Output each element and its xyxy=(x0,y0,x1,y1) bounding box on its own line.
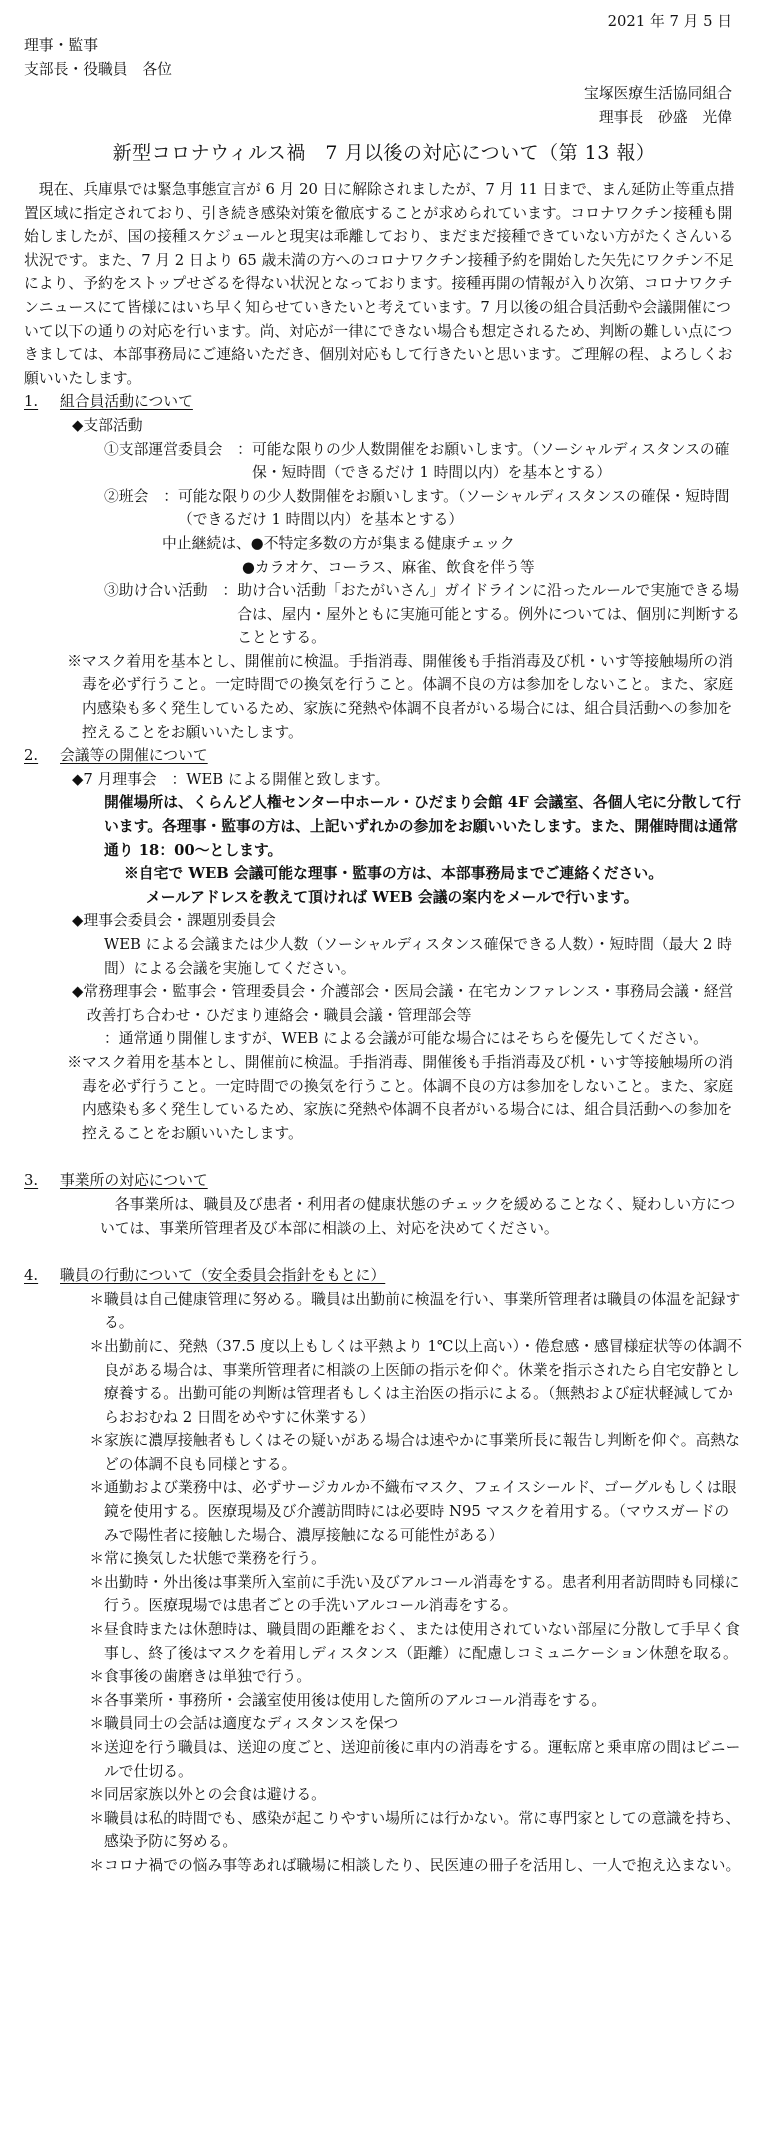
list-item: ＊家族に濃厚接触者もしくはその疑いがある場合は速やかに事業所長に報告し判断を仰ぐ。高熱などの体調不良も同様とする。 xyxy=(89,1432,740,1473)
board-note: ※自宅で WEB 会議可能な理事・監事の方は、本部事務局までご連絡ください。 xyxy=(124,865,664,883)
recipients xyxy=(24,34,172,81)
sender xyxy=(584,82,732,129)
item-text: 可能な限りの少人数開催をお願いします。（ソーシャルディスタンスの確保・短時間（できるだけ 1 時間以内）を基本とする） xyxy=(178,487,730,529)
section-number: 3. xyxy=(24,1172,39,1190)
list-item: ＊職員は私的時間でも、感染が起こりやすい場所には行かない。常に専門家としての意識を持ち、感染予防に努める。 xyxy=(89,1809,741,1851)
section-number: 2. xyxy=(24,747,39,765)
list-item: ＊通勤および業務中は、必ずサージカルか不織布マスク、フェイスシールド、ゴーグルもしくは眼鏡を使用する。医療現場及び介護訪問時には必要時 N95 マスクを着用する。（マウスガードのみで陽性者に接触した場合、濃厚接触になる可能性がある） xyxy=(89,1479,737,1544)
section-3-text: 各事業所は、職員及び患者・利用者の健康状態のチェックを緩めることなく、疑わしい方については、事業所管理者及び本部に相談の上、対応を決めてください。 xyxy=(100,1195,736,1237)
board-note: メールアドレスを教えて頂ければ WEB 会議の案内をメールで行います。 xyxy=(146,888,639,906)
section-2-heading xyxy=(24,744,742,768)
regular-text: ：通常通り開催しますが、WEB による会議が可能な場合にはそちらを優先してください。 xyxy=(104,1030,708,1048)
section-1-note: ※マスク着用を基本とし、開催前に検温。手指消毒、開催後も手指消毒及び机・いす等接触場所の消毒を必ず行うこと。一定時間での換気を行うこと。体調不良の方は参加をしないこと。また、家庭内感染も多く発生しているため、家族に発熱や体調不良者がいる場合には、組合員活動への参加を控えることをお願いいたします。 xyxy=(67,652,734,741)
intro-paragraph: 現在、兵庫県では緊急事態宣言が 6 月 20 日に解除されましたが、7 月 11 日まで、まん延防止等重点措置区域に指定されており、引き続き感染対策を徹底することが求められています。コロナワクチン接種も開始しましたが、国の接種スケジュールと現実は乖離しており、まだまだ接種できていない方がたくさんいる状況です。また、7 月 2 日より 65 歳未満の方へのコロナワクチン接種予約を開始した矢先にワクチン不足により、予約をストップせざるを得ない状況となっております。接種再開の情報が入り次第、コロナワクチンニュースにて皆様にはいち早く知らせていきたいと考えています。7 月以後の組合員活動や会議開催について以下の通りの対応を行います。尚、対応が一律にできない場合も想定されるため、判断の難しい点につきましては、本部事務局にご連絡いただき、個別対応もして行きたいと思います。ご理解の程、よろしくお願いいたします。 xyxy=(24,181,735,387)
sub-heading-branch: ◆ 支部活動 xyxy=(72,414,742,438)
item-label: ①支部運営委員会 ： xyxy=(104,440,252,458)
committee-text: WEB による会議または少人数（ソーシャルディスタンス確保できる人数）・短時間（最大 2 時間）による会議を実施してください。 xyxy=(104,936,732,977)
section-4-heading xyxy=(24,1264,742,1288)
spacer xyxy=(24,1240,742,1264)
regular-heading: ◆ 常務理事会・監事会・管理委員会・介護部会・医局会議・在宅カンファレンス・事務局会議・経営改善打ち合わせ・ひだまり連絡会・職員会議・管理部会等 xyxy=(72,980,742,1027)
section-title: 会議等の開催について xyxy=(60,747,208,765)
item-text: 助け合い活動「おたがいさん」ガイドラインに沿ったルールで実施できる場合は、屋内・屋外ともに実施可能とする。例外については、個別に判断することとする。 xyxy=(237,582,740,647)
sender-org: 宝塚医療生活協同組合 xyxy=(584,85,732,102)
section-2-note: ※マスク着用を基本とし、開催前に検温。手指消毒、開催後も手指消毒及び机・いす等接触場所の消毒を必ず行うこと。一定時間での換気を行うこと。体調不良の方は参加をしないこと。また、家庭内感染も多く発生しているため、家族に発熱や体調不良者がいる場合には、組合員活動への参加を控えることをお願いいたします。 xyxy=(67,1053,734,1142)
section-number: 1. xyxy=(24,393,39,411)
committee-heading: ◆ 理事会委員会・課題別委員会 xyxy=(72,909,742,933)
item-group-meeting xyxy=(104,485,742,532)
stop-item: ●カラオケ、コーラス、麻雀、飲食を伴う等 xyxy=(242,558,535,576)
item-text: 可能な限りの少人数開催をお願いします。（ソーシャルディスタンスの確保・短時間（できるだけ 1 時間以内）を基本とする） xyxy=(251,440,730,482)
document-date: 2021 年 7 月 5 日 xyxy=(607,13,732,30)
board-label: ◆7 月理事会 ： xyxy=(72,770,187,788)
sender-president: 理事長 砂盛 光偉 xyxy=(598,108,732,126)
list-item: ＊各事業所・事務所・会議室使用後は使用した箇所のアルコール消毒をする。 xyxy=(89,1691,607,1709)
document-title: 新型コロナウィルス禍 7 月以後の対応について（第 13 報） xyxy=(112,142,656,164)
list-item: ＊送迎を行う職員は、送迎の度ごと、送迎前後に車内の消毒をする。運転席と乗車席の間はビニールで仕切る。 xyxy=(89,1739,741,1780)
stop-item: ●不特定多数の方が集まる健康チェック xyxy=(250,534,515,552)
list-item: ＊同居家族以外との会食は避ける。 xyxy=(89,1786,326,1804)
recipient-line: 理事・監事 xyxy=(24,37,98,54)
item-mutual-aid xyxy=(104,579,742,650)
section-3-heading xyxy=(24,1169,742,1193)
board-meeting xyxy=(72,768,742,792)
stop-label: 中止継続は、 xyxy=(162,534,251,552)
section-1-heading xyxy=(24,390,742,414)
stop-list xyxy=(162,532,742,556)
board-venue: 開催場所は、くらんど人権センター中ホール・ひだまり会館 4F 会議室、各個人宅に分散して行います。各理事・監事の方は、上記いずれかの参加をお願いいたします。また、開催時間は通常通り 18：00～とします。 xyxy=(104,794,741,859)
list-item: ＊職員同士の会話は適度なディスタンスを保つ xyxy=(89,1715,399,1733)
document-body xyxy=(24,178,742,1878)
section-number: 4. xyxy=(24,1267,39,1285)
list-item: ＊昼食時または休憩時は、職員間の距離をおく、または使用されていない部屋に分散して手早く食事し、終了後はマスクを着用しディスタンス（距離）に配慮しコミュニケーション休憩を取る。 xyxy=(89,1621,740,1662)
item-branch-committee xyxy=(104,438,742,485)
list-item: ＊食事後の歯磨きは単独で行う。 xyxy=(89,1668,312,1686)
list-item: ＊常に換気した状態で業務を行う。 xyxy=(89,1550,326,1568)
section-title: 事業所の対応について xyxy=(60,1172,208,1190)
list-item: ＊出勤前に、発熱（37.5 度以上もしくは平熱より 1℃以上高い）・倦怠感・感冒様症状等の体調不良がある場合は、事業所管理者に相談の上医師の指示を仰ぐ。休業を指示されたら自宅安静とし療養する。出勤可能の判断は管理者もしくは主治医の指示による。（無熱および症状軽減してからおおむね 2 日間をめやすに休業する） xyxy=(89,1337,743,1426)
board-text: WEB による開催と致します。 xyxy=(186,770,390,788)
item-label: ③助け合い活動 ： xyxy=(104,582,238,600)
recipient-line: 支部長・役職員 各位 xyxy=(24,60,172,78)
section-title: 職員の行動について（安全委員会指針をもとに） xyxy=(60,1267,386,1285)
item-label: ②班会 ： xyxy=(104,487,178,505)
spacer xyxy=(24,1145,742,1169)
section-title: 組合員活動について xyxy=(60,393,193,411)
list-item: ＊出勤時・外出後は事業所入室前に手洗い及びアルコール消毒をする。患者利用者訪問時も同様に行う。医療現場では患者ごとの手洗いアルコール消毒をする。 xyxy=(89,1573,740,1615)
staff-rules-list xyxy=(24,1288,742,1878)
list-item: ＊コロナ禍での悩み事等あれば職場に相談したり、民医連の冊子を活用し、一人で抱え込まない。 xyxy=(89,1856,741,1874)
list-item: ＊職員は自己健康管理に努める。職員は出勤前に検温を行い、事業所管理者は職員の体温を記録する。 xyxy=(89,1290,741,1332)
